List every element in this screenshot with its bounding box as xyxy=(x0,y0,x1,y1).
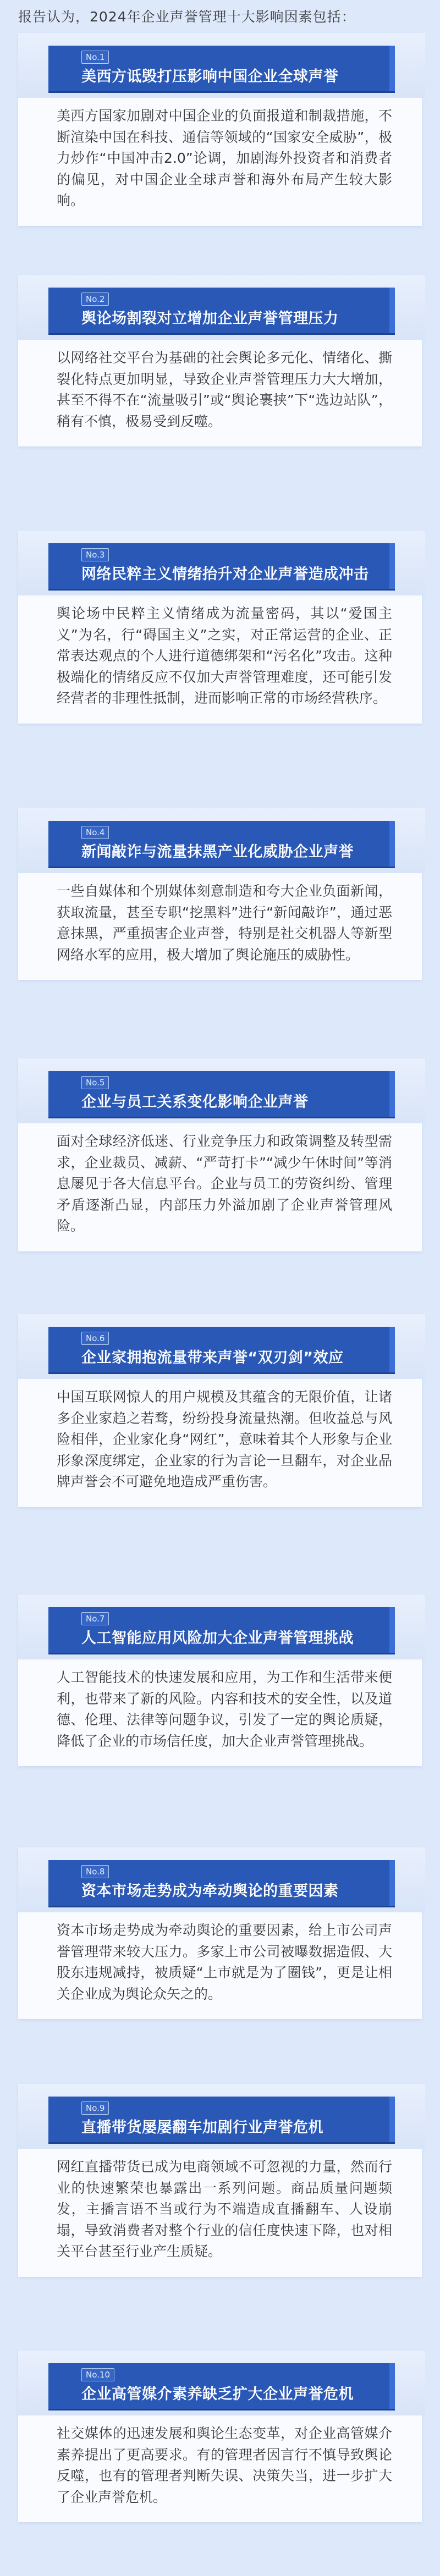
report-intro: 报告认为，2024年企业声誉管理十大影响因素包括： xyxy=(18,9,356,25)
factor-card-3 xyxy=(18,531,422,724)
card-header xyxy=(18,808,425,873)
factor-card-9 xyxy=(18,2084,422,2277)
card-header xyxy=(18,1314,425,1379)
card-title: 舆论场割裂对立增加企业声誉管理压力 xyxy=(81,310,339,327)
factor-card-10 xyxy=(18,2351,422,2522)
card-body: 人工智能技术的快速发展和应用，为工作和生活带来便利，也带来了新的风险。内容和技术的安全性，以及道德、伦理、法律等问题争议，引发了一定的舆论质疑，降低了企业的市场信任度，加大企业声誉管理挑战。 xyxy=(57,1669,392,1749)
title-banner xyxy=(48,2363,395,2409)
card-title: 人工智能应用风险加大企业声誉管理挑战 xyxy=(81,1630,354,1647)
number-tag: No.4 xyxy=(81,826,109,839)
card-title: 资本市场走势成为牵动舆论的重要因素 xyxy=(81,1883,339,1900)
number-tag: No.5 xyxy=(81,1076,109,1089)
card-body: 一些自媒体和个别媒体刻意制造和夸大企业负面新闻，获取流量，甚至专职“挖黑料”进行“新闻敲诈”，通过恶意抹黑，严重损害企业声誉，特别是社交机器人等新型网络水军的应用，极大增加了舆论施压的威胁性。 xyxy=(57,883,392,963)
number-tag: No.9 xyxy=(81,2101,109,2115)
number-tag: No.2 xyxy=(81,293,109,306)
factor-card-1 xyxy=(18,33,422,226)
card-body: 以网络社交平台为基础的社会舆论多元化、情绪化、撕裂化特点更加明显，导致企业声誉管理压力大大增加，甚至不得不在“流量吸引”或“舆论裹挟”下“选边站队”，稍有不慎，极易受到反噬。 xyxy=(57,350,392,429)
card-header xyxy=(18,2351,425,2415)
number-tag: No.8 xyxy=(81,1865,109,1878)
factor-card-2 xyxy=(18,275,422,446)
card-title: 网络民粹主义情绪抬升对企业声誉造成冲击 xyxy=(81,566,369,583)
card-title: 企业高管媒介素养缺乏扩大企业声誉危机 xyxy=(81,2386,354,2403)
card-body: 中国互联网惊人的用户规模及其蕴含的无限价值，让诸多企业家趋之若骛，纷纷投身流量热潮。但收益总与风险相伴，企业家化身“网红”，意味着其个人形象与企业形象深度绑定，企业家的行为言论一旦翻车，对企业品牌声誉会不可避免地造成严重伤害。 xyxy=(57,1389,392,1490)
factor-card-8 xyxy=(18,1847,422,2019)
card-title: 新闻敲诈与流量抹黑产业化威胁企业声誉 xyxy=(81,843,354,860)
factor-card-6 xyxy=(18,1314,422,1507)
card-body: 社交媒体的迅速发展和舆论生态变革，对企业高管媒介素养提出了更高要求。有的管理者因言行不慎导致舆论反噬，也有的管理者判断失误、决策失当，进一步扩大了企业声誉危机。 xyxy=(57,2425,392,2505)
number-tag: No.1 xyxy=(81,51,109,64)
card-title: 企业家拥抱流量带来声誉“双刃剑”效应 xyxy=(81,1349,344,1366)
title-banner xyxy=(48,821,395,867)
card-title: 美西方诋毁打压影响中国企业全球声誉 xyxy=(81,68,339,85)
card-title: 企业与员工关系变化影响企业声誉 xyxy=(81,1094,309,1111)
card-header xyxy=(18,1595,425,1659)
title-banner xyxy=(48,1860,395,1906)
title-banner xyxy=(48,46,395,91)
factor-card-7 xyxy=(18,1595,422,1766)
title-banner xyxy=(48,1071,395,1117)
card-header xyxy=(18,1058,425,1123)
card-body: 美西方国家加剧对中国企业的负面报道和制裁措施，不断渲染中国在科技、通信等领域的“国家安全威胁”，极力炒作“中国冲击2.0”论调，加剧海外投资者和消费者的偏见，对中国企业全球声誉和海外布局产生较大影响。 xyxy=(57,108,392,208)
card-title: 直播带货屡屡翻车加剧行业声誉危机 xyxy=(81,2119,323,2136)
card-header xyxy=(18,33,425,98)
factor-card-4 xyxy=(18,808,422,980)
title-banner xyxy=(48,2097,395,2142)
card-body: 资本市场走势成为牵动舆论的重要因素，给上市公司声誉管理带来较大压力。多家上市公司被曝数据造假、大股东违规减持，被质疑“上市就是为了圈钱”，更是让相关企业成为舆论众矢之的。 xyxy=(57,1922,392,2002)
title-banner xyxy=(48,288,395,333)
number-tag: No.6 xyxy=(81,1332,109,1345)
number-tag: No.10 xyxy=(81,2368,114,2381)
title-banner xyxy=(48,1607,395,1653)
card-body: 网红直播带货已成为电商领域不可忽视的力量，然而行业的快速繁荣也暴露出一系列问题。商品质量问题频发，主播言语不当或行为不端造成直播翻车、人设崩塌，导致消费者对整个行业的信任度快速下降，也对相关平台甚至行业产生质疑。 xyxy=(57,2159,392,2259)
card-body: 舆论场中民粹主义情绪成为流量密码，其以“爱国主义”为名，行“碍国主义”之实，对正常运营的企业、正常表达观点的个人进行道德绑架和“污名化”攻击。这种极端化的情绪反应不仅加大声誉管理难度，还可能引发经营者的非理性抵制，进而影响正常的市场经营秩序。 xyxy=(57,605,392,706)
title-banner xyxy=(48,1327,395,1372)
title-banner xyxy=(48,543,395,589)
card-header xyxy=(18,275,425,340)
card-header xyxy=(18,2084,425,2149)
card-header xyxy=(18,531,425,595)
number-tag: No.7 xyxy=(81,1612,109,1625)
card-header xyxy=(18,1847,425,1912)
factor-card-5 xyxy=(18,1058,422,1251)
number-tag: No.3 xyxy=(81,548,109,561)
card-body: 面对全球经济低迷、行业竞争压力和政策调整及转型需求，企业裁员、减薪、“严苛打卡”“减少午休时间”等消息屡见于各大信息平台。企业与员工的劳资纠纷、管理矛盾逐渐凸显，内部压力外溢加剧了企业声誉管理风险。 xyxy=(57,1133,392,1234)
